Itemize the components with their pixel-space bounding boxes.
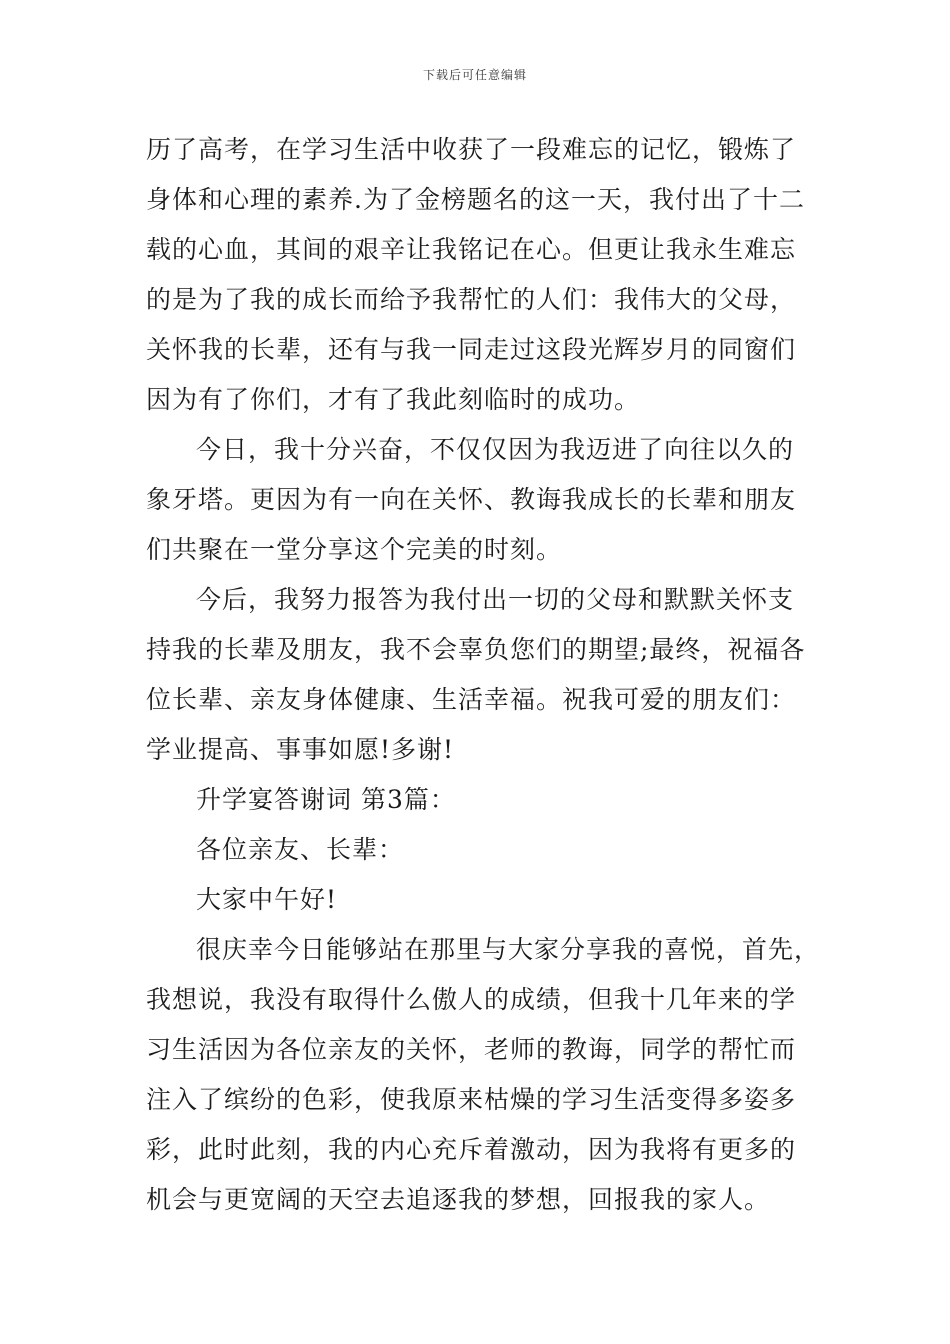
paragraph-line: 我想说，我没有取得什么傲人的成绩，但我十几年来的学 (146, 985, 797, 1014)
paragraph-line: 身体和心理的素养.为了金榜题名的这一天，我付出了十二 (146, 185, 805, 214)
paragraph-line: 习生活因为各位亲友的关怀，老师的教诲，同学的帮忙而 (146, 1035, 797, 1064)
paragraph-line: 今后，我努力报答为我付出一切的父母和默默关怀支 (196, 585, 795, 614)
section-heading: 升学宴答谢词 第3篇： (196, 785, 456, 814)
paragraph-line: 机会与更宽阔的天空去追逐我的梦想，回报我的家人。 (146, 1185, 771, 1214)
paragraph-line: 今日，我十分兴奋，不仅仅因为我迈进了向往以久的 (196, 435, 795, 464)
paragraph-line: 持我的长辈及朋友，我不会辜负您们的期望;最终，祝福各 (146, 635, 806, 664)
paragraph-line: 历了高考，在学习生活中收获了一段难忘的记忆，锻炼了 (146, 135, 797, 164)
paragraph-line: 象牙塔。更因为有一向在关怀、教诲我成长的长辈和朋友 (146, 485, 797, 514)
paragraph-line: 的是为了我的成长而给予我帮忙的人们：我伟大的父母， (146, 285, 797, 314)
paragraph-line: 们共聚在一堂分享这个完美的时刻。 (146, 535, 563, 564)
paragraph-line: 位长辈、亲友身体健康、生活幸福。祝我可爱的朋友们： (146, 685, 797, 714)
paragraph-line: 很庆幸今日能够站在那里与大家分享我的喜悦，首先， (196, 935, 821, 964)
paragraph-line: 注入了缤纷的色彩，使我原来枯燥的学习生活变得多姿多 (146, 1085, 797, 1114)
paragraph-line: 载的心血，其间的艰辛让我铭记在心。但更让我永生难忘 (146, 235, 797, 264)
page-header: 下载后可任意编辑 (422, 68, 527, 82)
paragraph-line: 学业提高、事事如愿!多谢! (146, 735, 455, 764)
paragraph-line: 关怀我的长辈，还有与我一同走过这段光辉岁月的同窗们 (146, 335, 797, 364)
paragraph-line: 因为有了你们，才有了我此刻临时的成功。 (146, 385, 641, 414)
paragraph-line: 彩，此时此刻，我的内心充斥着激动，因为我将有更多的 (146, 1135, 797, 1164)
greeting: 大家中午好! (196, 885, 338, 914)
salutation: 各位亲友、长辈： (196, 835, 405, 864)
